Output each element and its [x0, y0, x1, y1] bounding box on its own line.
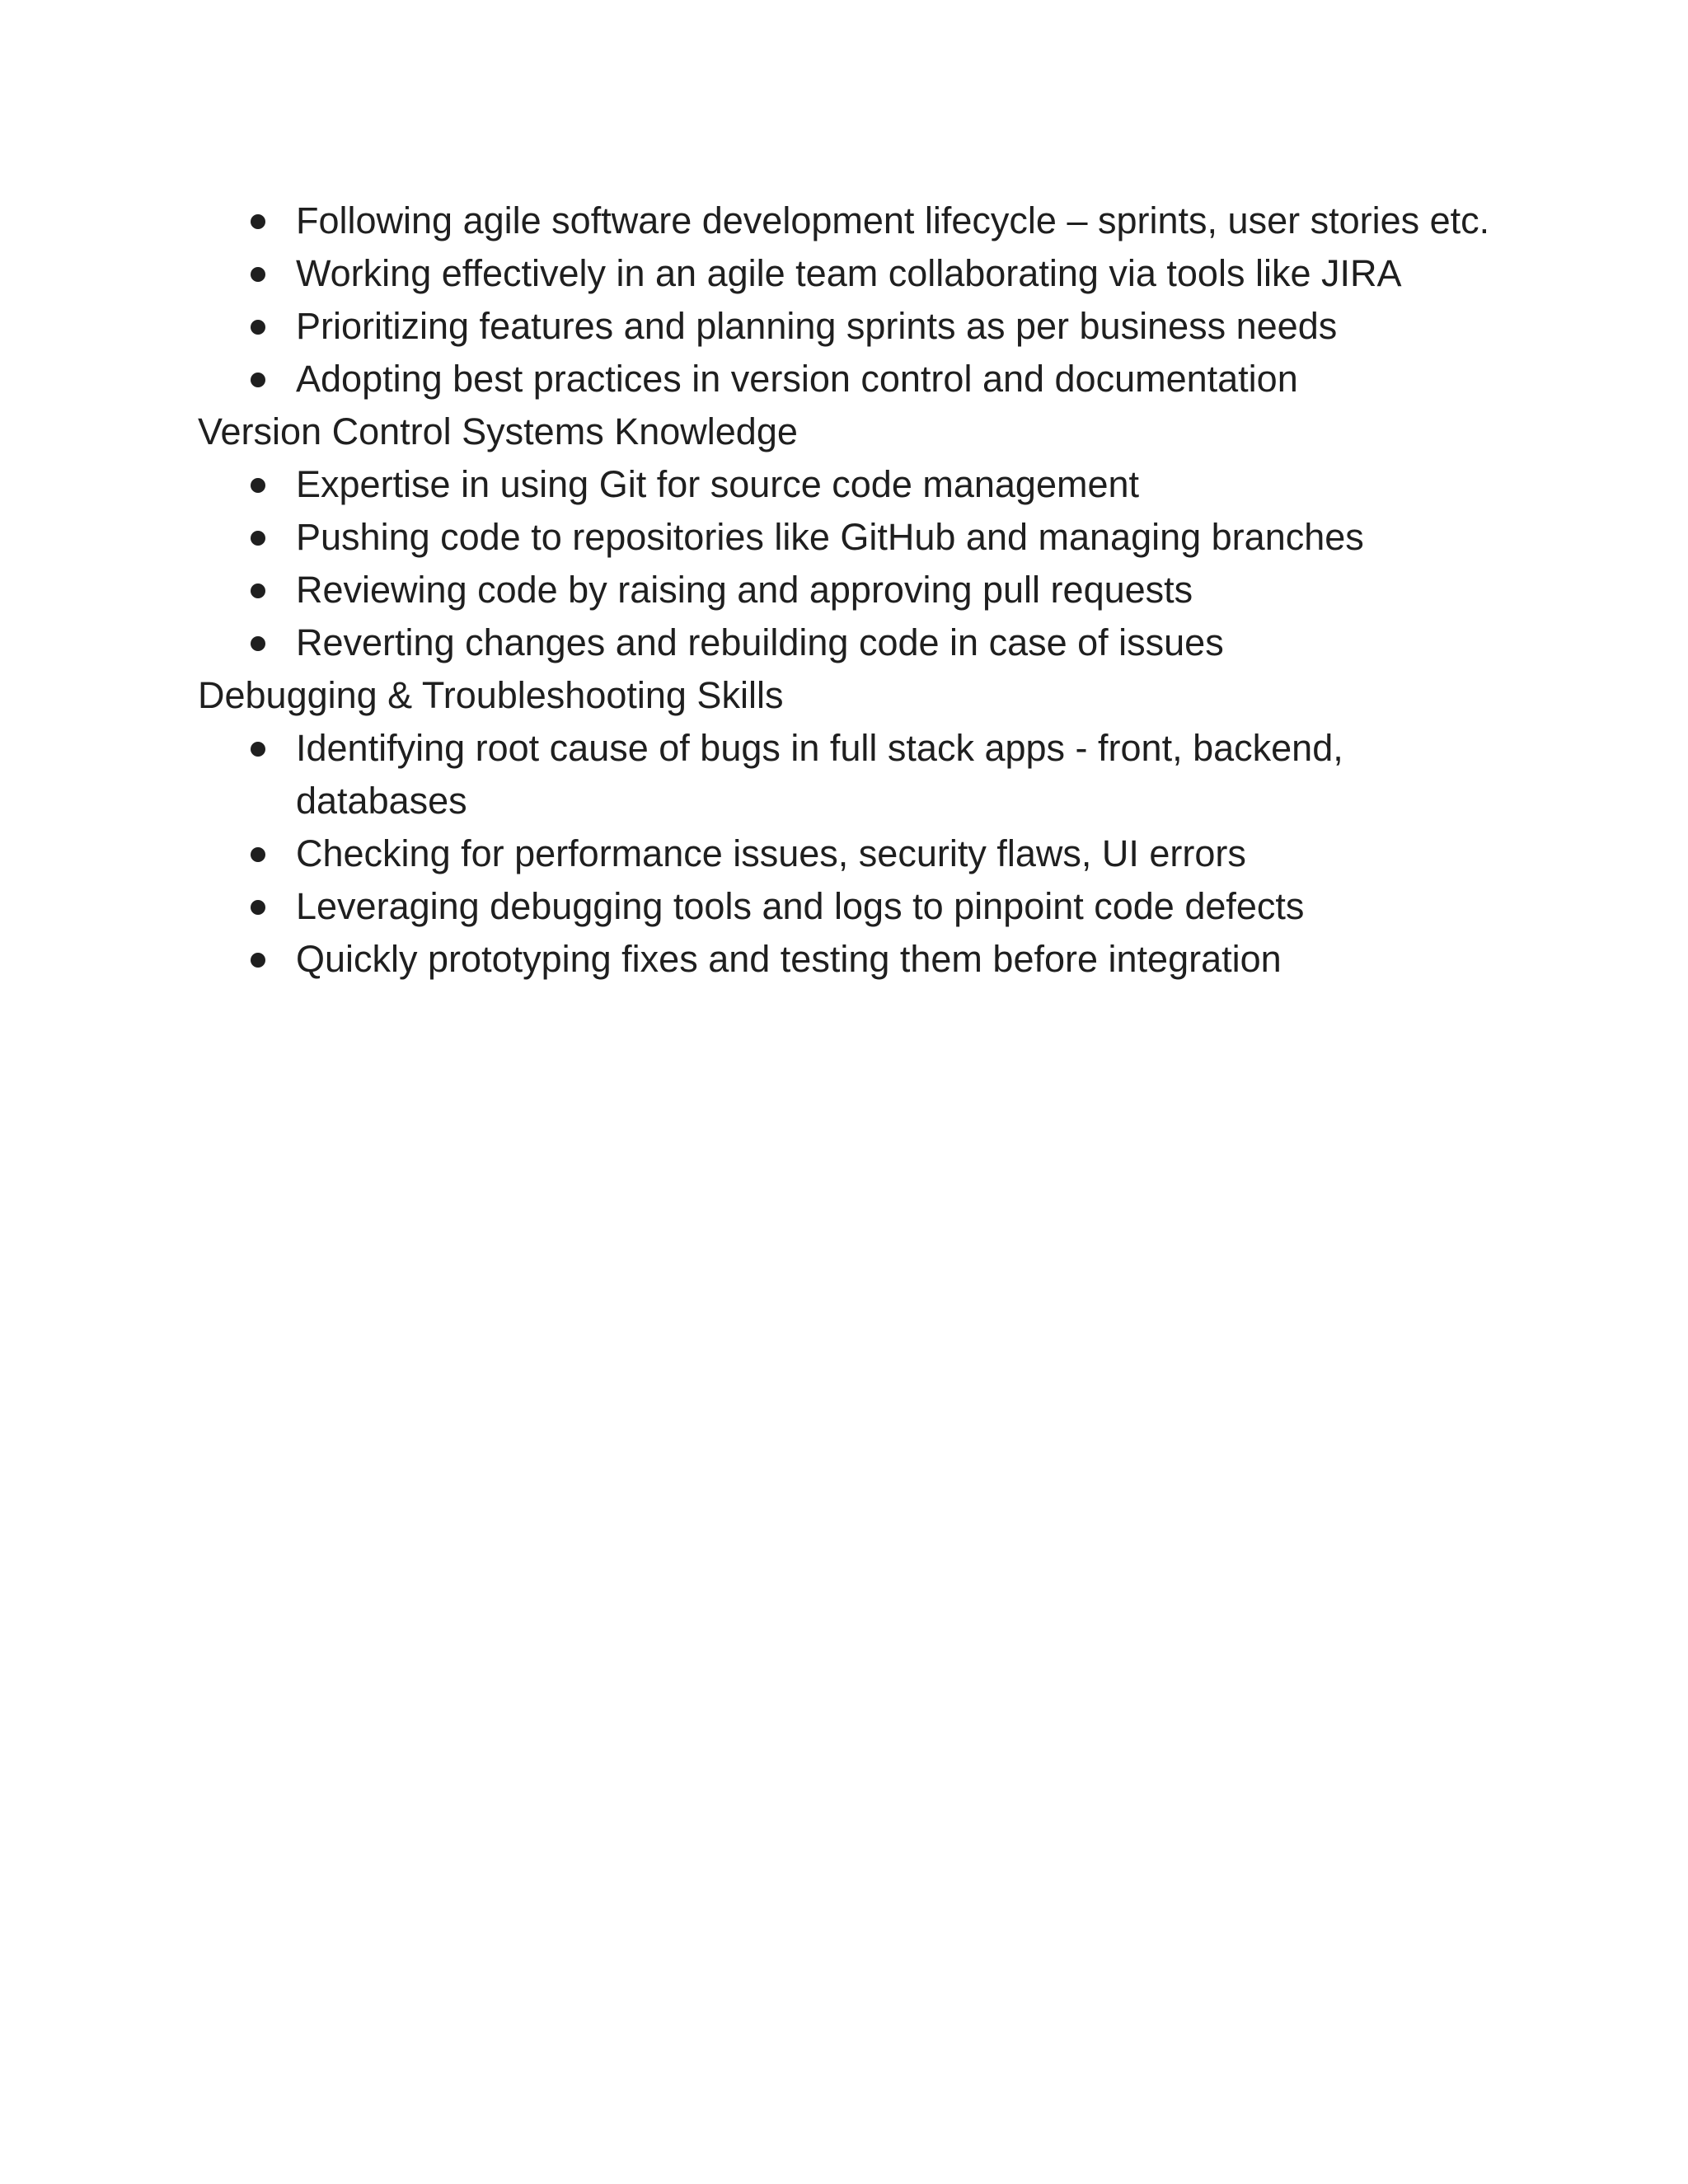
list-item-text: Adopting best practices in version control and documentation [296, 358, 1298, 400]
bullet-icon [251, 267, 265, 282]
list-item-text: Expertise in using Git for source code management [296, 463, 1140, 505]
list-item [198, 616, 1509, 669]
list-item [198, 458, 1509, 511]
list-item [198, 247, 1509, 300]
list-item-text: Reviewing code by raising and approving pull requests [296, 569, 1193, 611]
list-item-text: Following agile software development lifecycle – sprints, user stories etc. [296, 199, 1490, 241]
list-item [198, 353, 1509, 405]
bullet-icon [251, 742, 265, 757]
bullet-icon [251, 583, 265, 598]
bullet-list-debugging [198, 722, 1517, 986]
bullet-icon [251, 900, 265, 915]
document-body [198, 194, 1517, 986]
list-item [198, 300, 1509, 353]
bullet-list-agile [198, 194, 1517, 405]
bullet-icon [251, 531, 265, 546]
bullet-list-version-control [198, 458, 1517, 669]
list-item-text: Pushing code to repositories like GitHub and managing branches [296, 516, 1364, 558]
list-item [198, 827, 1509, 880]
list-item-text: Checking for performance issues, security flaws, UI errors [296, 832, 1246, 874]
bullet-icon [251, 478, 265, 493]
list-item [198, 880, 1509, 933]
bullet-icon [251, 636, 265, 651]
bullet-icon [251, 953, 265, 968]
bullet-icon [251, 373, 265, 387]
list-item-text: Identifying root cause of bugs in full stack apps - front, backend, databases [296, 727, 1343, 822]
list-item-text: Reverting changes and rebuilding code in case of issues [296, 621, 1224, 663]
list-item [198, 933, 1509, 986]
list-item-text: Prioritizing features and planning sprints as per business needs [296, 305, 1338, 347]
list-item [198, 722, 1509, 827]
list-item [198, 564, 1509, 616]
bullet-icon [251, 214, 265, 229]
section-heading-version-control: Version Control Systems Knowledge [198, 410, 798, 452]
list-item-text: Quickly prototyping fixes and testing them before integration [296, 938, 1282, 980]
list-item-text: Working effectively in an agile team collaborating via tools like JIRA [296, 252, 1402, 294]
bullet-icon [251, 847, 265, 862]
list-item-text: Leveraging debugging tools and logs to pinpoint code defects [296, 885, 1305, 927]
bullet-icon [251, 320, 265, 335]
list-item [198, 511, 1509, 564]
list-item [198, 194, 1509, 247]
section-heading-debugging: Debugging & Troubleshooting Skills [198, 674, 784, 716]
